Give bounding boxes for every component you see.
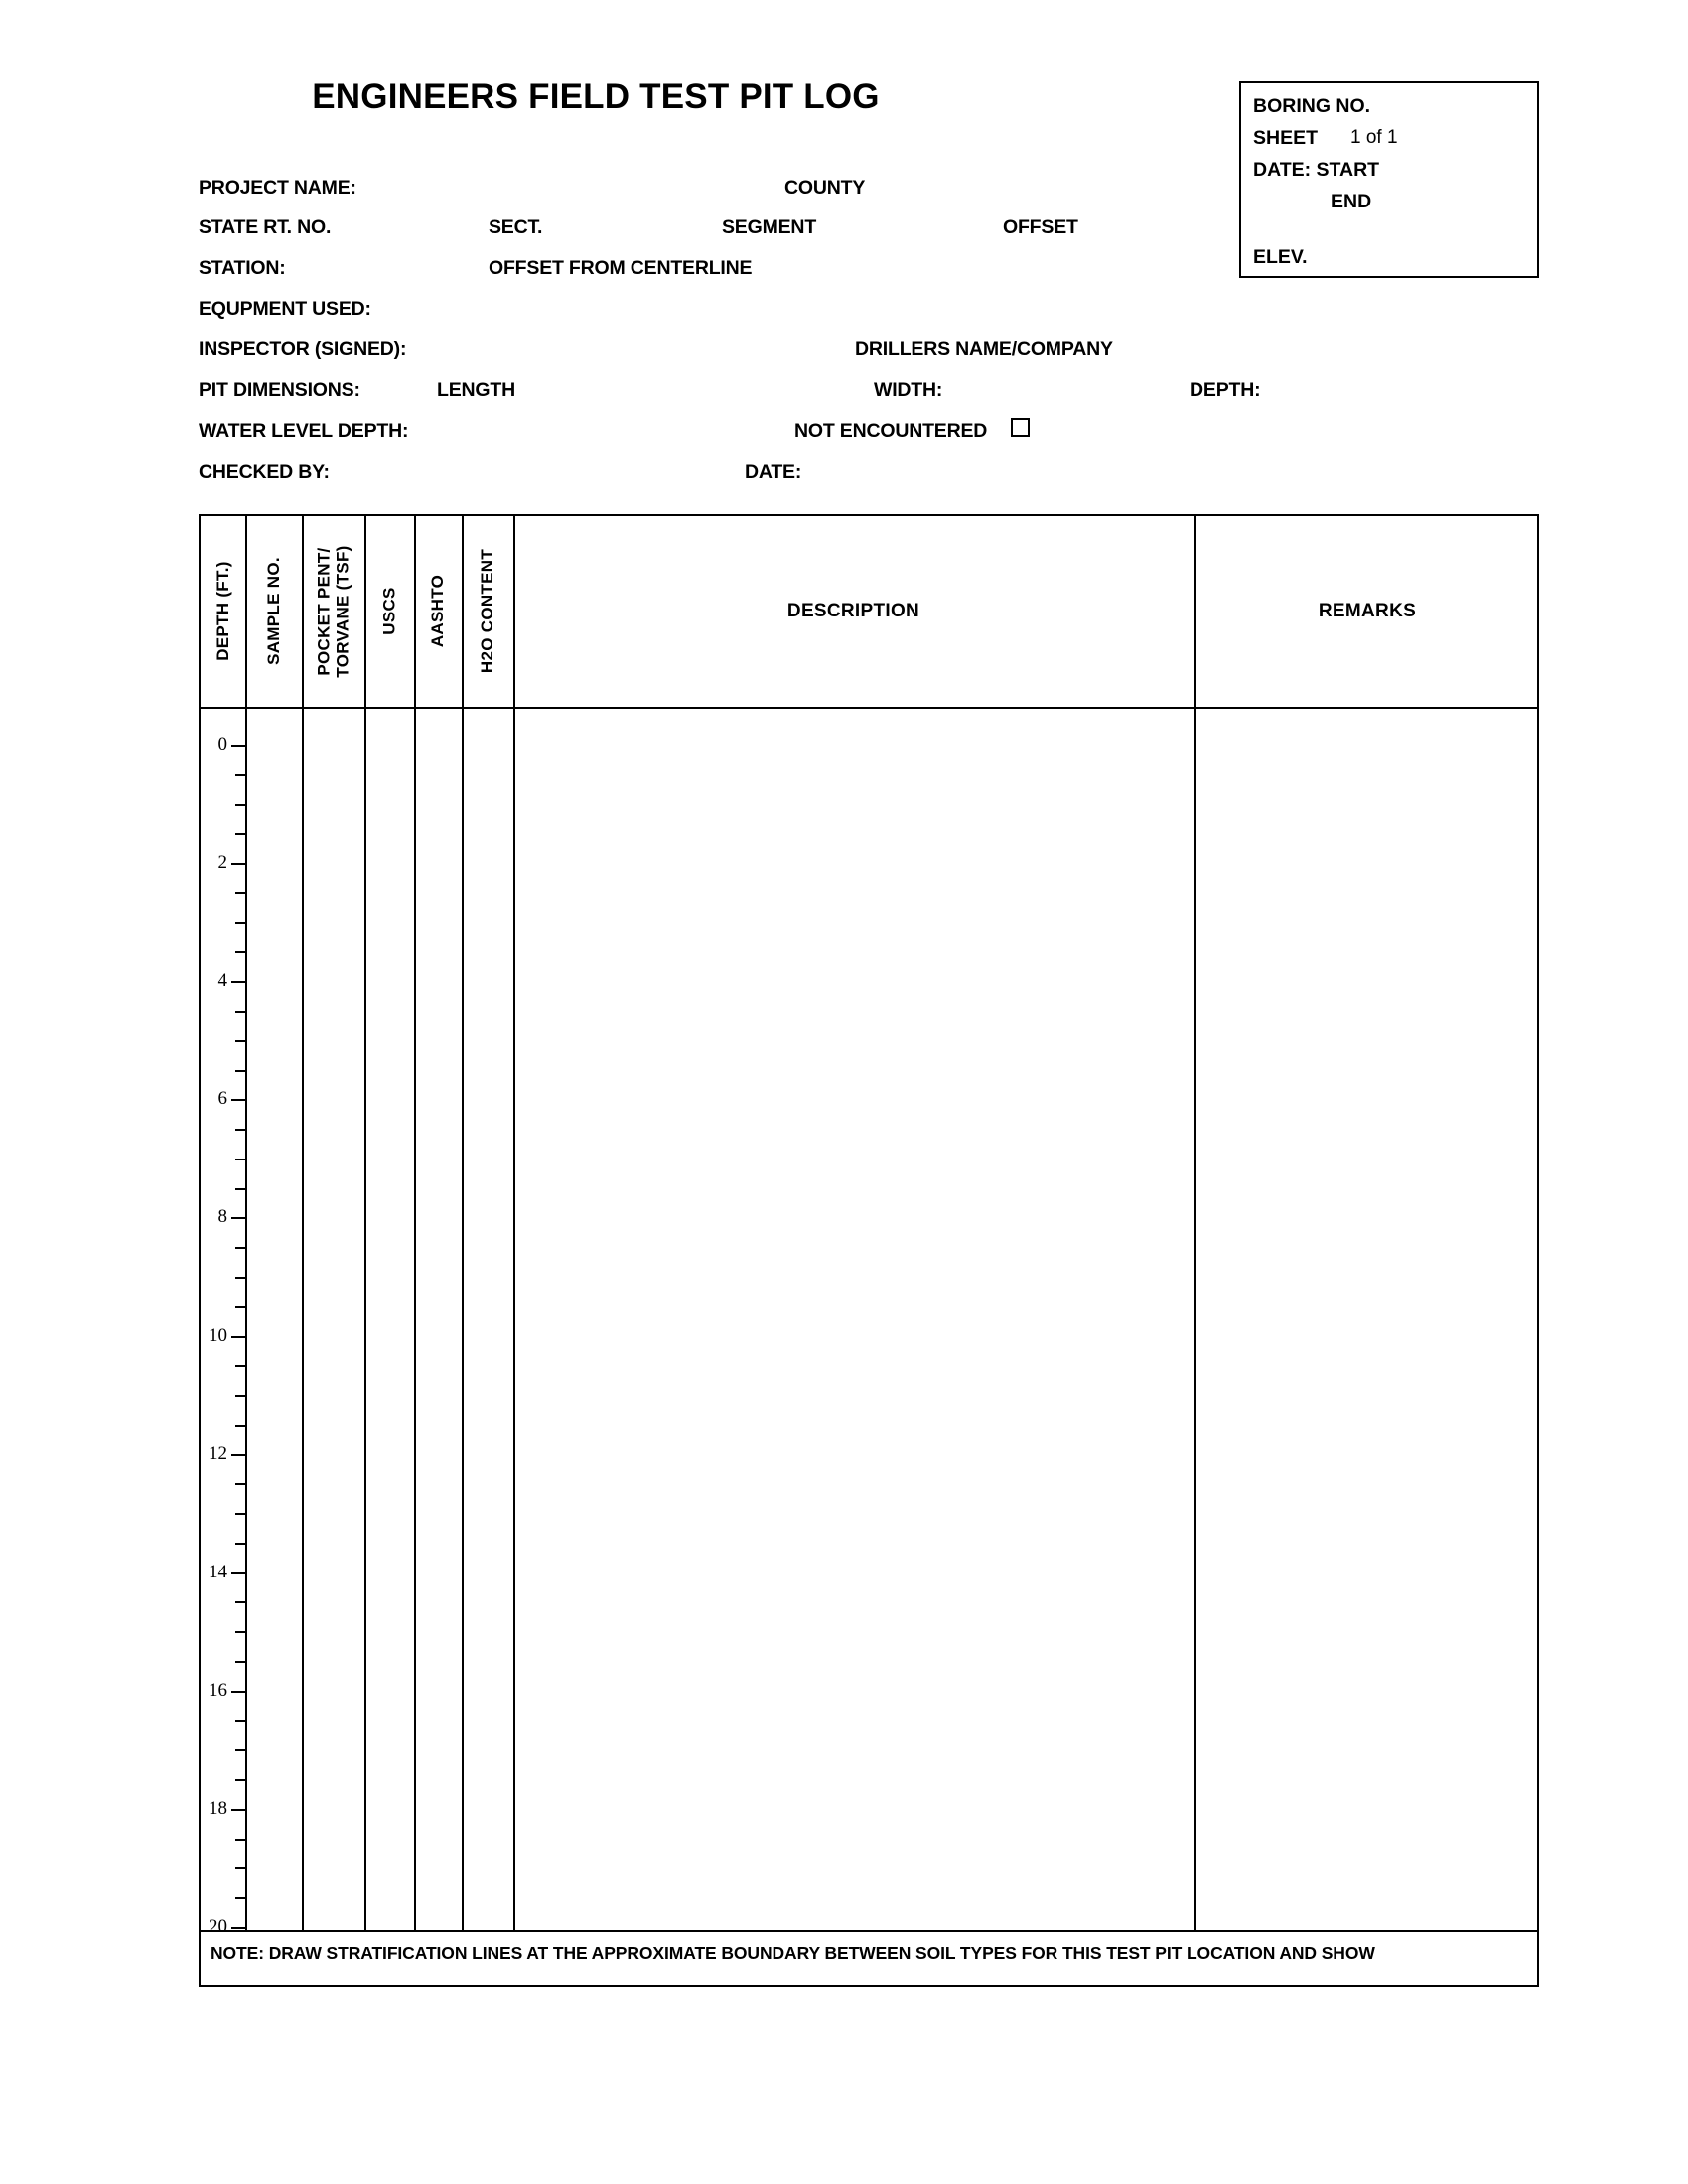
- date-start-label: DATE: START: [1253, 159, 1380, 181]
- soil-log-table: [199, 514, 1539, 1937]
- column-header-uscs-label: USCS: [379, 587, 399, 636]
- column-header-description-label: DESCRIPTION: [786, 601, 920, 621]
- depth-tick-major: [231, 981, 245, 983]
- depth-tick-minor: [235, 951, 245, 953]
- depth-tick-minor: [235, 1277, 245, 1279]
- sheet-label: SHEET: [1253, 127, 1319, 149]
- cell-area-remarks[interactable]: [1194, 707, 1541, 1930]
- depth-tick-label: 8: [217, 1206, 227, 1228]
- depth-tick-label: 14: [209, 1561, 227, 1582]
- depth-tick-major: [231, 1217, 245, 1219]
- depth-tick-minor: [235, 1011, 245, 1013]
- depth-tick-minor: [235, 1720, 245, 1722]
- column-header-aashto: [414, 516, 462, 707]
- depth-tick-label: 0: [217, 734, 227, 754]
- depth-tick-minor: [235, 922, 245, 924]
- station-label: STATION:: [199, 257, 286, 279]
- depth-tick-minor: [235, 1543, 245, 1545]
- sheet-value: 1 of 1: [1350, 127, 1398, 148]
- pit-dimensions-label: PIT DIMENSIONS:: [199, 379, 360, 401]
- depth-tick-major: [231, 1336, 245, 1338]
- page-title: ENGINEERS FIELD TEST PIT LOG: [312, 77, 880, 116]
- checked-by-label: CHECKED BY:: [199, 461, 330, 482]
- depth-tick-minor: [235, 804, 245, 806]
- section-label: SECT.: [489, 216, 543, 238]
- depth-tick-label: 4: [217, 970, 227, 992]
- depth-tick-label: 10: [209, 1324, 227, 1346]
- depth-tick-minor: [235, 1513, 245, 1515]
- boring-info-box: [1239, 81, 1539, 278]
- depth-tick-minor: [235, 1395, 245, 1397]
- state-route-no-label: STATE RT. NO.: [199, 216, 332, 238]
- depth-tick-major: [231, 1927, 245, 1929]
- column-header-pocket-pent-line2: TORVANE (TSF): [333, 545, 352, 678]
- column-header-pocket-pent-line1: POCKET PENT/: [314, 547, 334, 676]
- depth-tick-minor: [235, 892, 245, 894]
- column-header-sample-no: [245, 516, 302, 707]
- depth-tick-minor: [235, 1129, 245, 1131]
- depth-tick-minor: [235, 1867, 245, 1869]
- pit-length-label: LENGTH: [437, 379, 515, 401]
- column-header-depth-label: DEPTH (FT.): [212, 561, 232, 662]
- equipment-used-label: EQUPMENT USED:: [199, 298, 371, 320]
- pit-depth-label: DEPTH:: [1190, 379, 1261, 401]
- column-header-depth: [201, 516, 245, 707]
- depth-tick-minor: [235, 1159, 245, 1160]
- note-box: [199, 1932, 1539, 1987]
- cell-area-pocket-pent[interactable]: [302, 707, 364, 1930]
- depth-tick-minor: [235, 774, 245, 776]
- depth-tick-label: 12: [209, 1442, 227, 1464]
- depth-tick-minor: [235, 1306, 245, 1308]
- column-header-sample-no-label: SAMPLE NO.: [263, 557, 283, 666]
- depth-tick-label: 20: [209, 1916, 227, 1937]
- not-encountered-checkbox[interactable]: [1011, 418, 1030, 437]
- checked-date-label: DATE:: [745, 461, 802, 482]
- column-header-h2o-content: [462, 516, 513, 707]
- column-header-uscs: [364, 516, 414, 707]
- cell-area-uscs[interactable]: [364, 707, 414, 1930]
- depth-tick-label: 18: [209, 1797, 227, 1819]
- depth-tick-major: [231, 1572, 245, 1574]
- depth-tick-minor: [235, 1779, 245, 1781]
- depth-tick-minor: [235, 1483, 245, 1485]
- depth-tick-major: [231, 1099, 245, 1101]
- elevation-label: ELEV.: [1253, 246, 1308, 268]
- depth-tick-label: 16: [209, 1679, 227, 1701]
- cell-area-description[interactable]: [513, 707, 1194, 1930]
- cell-area-h2o-content[interactable]: [462, 707, 513, 1930]
- cell-area-sample-no[interactable]: [245, 707, 302, 1930]
- county-label: COUNTY: [784, 177, 866, 199]
- segment-label: SEGMENT: [722, 216, 817, 238]
- not-encountered-label: NOT ENCOUNTERED: [794, 420, 988, 442]
- column-header-remarks-label: REMARKS: [1318, 601, 1417, 621]
- date-end-label: END: [1331, 191, 1372, 212]
- depth-tick-minor: [235, 1749, 245, 1751]
- depth-tick-major: [231, 1809, 245, 1811]
- column-header-pocket-pent-torvane: [302, 516, 364, 707]
- depth-tick-major: [231, 1454, 245, 1456]
- depth-tick-minor: [235, 1661, 245, 1663]
- depth-tick-minor: [235, 1247, 245, 1249]
- offset-label: OFFSET: [1003, 216, 1078, 238]
- depth-tick-major: [231, 863, 245, 865]
- column-header-aashto-label: AASHTO: [428, 575, 448, 648]
- inspector-signed-label: INSPECTOR (SIGNED):: [199, 339, 407, 360]
- column-header-h2o-content-label: H2O CONTENT: [478, 549, 497, 674]
- depth-tick-minor: [235, 1425, 245, 1427]
- depth-tick-major: [231, 1691, 245, 1693]
- water-level-depth-label: WATER LEVEL DEPTH:: [199, 420, 409, 442]
- depth-tick-minor: [235, 1040, 245, 1042]
- offset-from-centerline-label: OFFSET FROM CENTERLINE: [489, 257, 753, 279]
- depth-tick-minor: [235, 1070, 245, 1072]
- depth-tick-label: 2: [217, 852, 227, 874]
- column-header-remarks: [1194, 516, 1541, 707]
- boring-no-label: BORING NO.: [1253, 95, 1371, 117]
- project-name-label: PROJECT NAME:: [199, 177, 356, 199]
- depth-tick-minor: [235, 833, 245, 835]
- pit-width-label: WIDTH:: [874, 379, 943, 401]
- depth-tick-minor: [235, 1897, 245, 1899]
- depth-tick-label: 6: [217, 1088, 227, 1110]
- depth-tick-minor: [235, 1365, 245, 1367]
- depth-tick-minor: [235, 1601, 245, 1603]
- depth-tick-minor: [235, 1631, 245, 1633]
- column-header-description: [513, 516, 1194, 707]
- depth-tick-minor: [235, 1188, 245, 1190]
- depth-scale-axis: [201, 707, 245, 1937]
- cell-area-aashto[interactable]: [414, 707, 462, 1930]
- depth-tick-major: [231, 745, 245, 747]
- drillers-name-company-label: DRILLERS NAME/COMPANY: [855, 339, 1113, 360]
- note-text: NOTE: DRAW STRATIFICATION LINES AT THE APPROXIMATE BOUNDARY BETWEEN SOIL TYPES FOR THIS TEST PIT LOCATION AND SHOW: [211, 1943, 1375, 1963]
- depth-tick-minor: [235, 1839, 245, 1841]
